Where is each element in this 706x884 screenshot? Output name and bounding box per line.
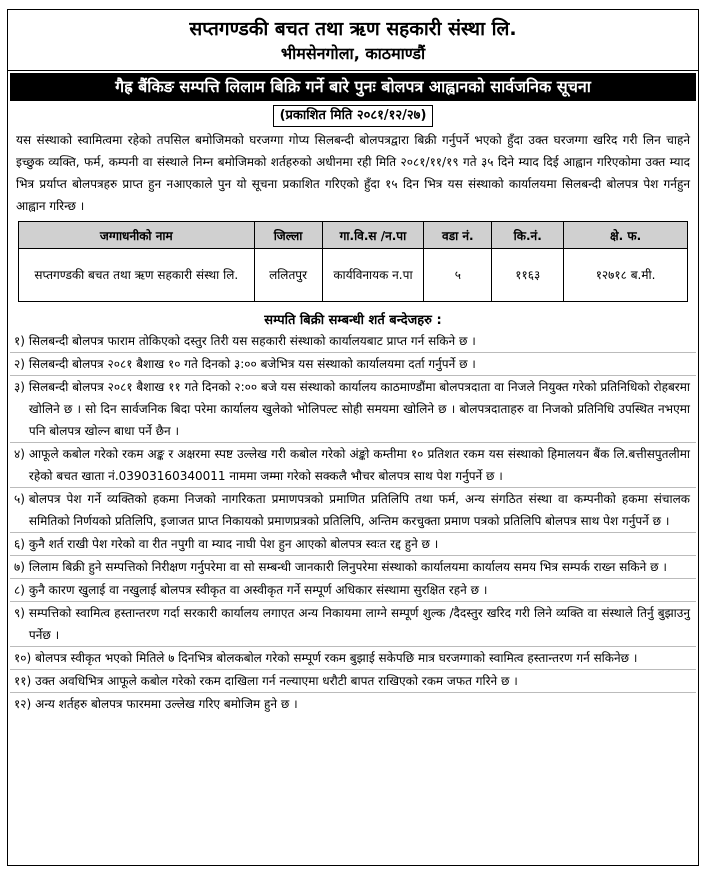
condition-number: ४) <box>14 447 25 461</box>
header-municipality: गा.वि.स /न.पा <box>322 222 424 249</box>
condition-number: ७) <box>14 560 25 574</box>
cell-district: ललितपुर <box>254 249 322 302</box>
list-item <box>10 330 696 353</box>
condition-text: सम्पत्तिको स्वामित्व हस्तान्तरण गर्दा सरकारी कार्यालय लगाएत अन्य निकायमा लाग्ने सम्पूर्ण शुल्क /दैदस्तुर खरिद गरी लिने व्यक्ति वा संस्थाले तिर्नु बुझाउनु पर्नेछ । <box>28 606 690 642</box>
cell-plot-no: ११६३ <box>492 249 564 302</box>
list-item <box>10 376 696 443</box>
condition-text: सिलबन्दी बोलपत्र २०८१ बैशाख ११ गते दिनको २:०० बजे यस संस्थाको कार्यालय काठमाण्डौंमा बोलपत्रदाता वा निजले नियुक्त गरेको प्रतिनिधिको रोहबरमा खोलिने छ । सो दिन सार्वजनिक बिदा परेमा कार्यालय खुलेको भोलिपल्ट सोही समयमा खोलिने छ । बोलपत्रदाताहरु वा निजको प्रतिनिधि उपस्थित नभएमा पनि बोलपत्र खोल्न बाधा पर्ने छैन । <box>28 380 690 438</box>
list-item <box>10 443 696 488</box>
condition-text: उक्त अवधिभित्र आफूले कबोल गरेको रकम दाखिला गर्न नल्याएमा धरौटी बापत राखिएको रकम जफत गरिने छ । <box>35 674 518 688</box>
notice-title-banner: गैह्र बैंकिङ सम्पत्ति लिलाम बिक्रि गर्ने बारे पुनः बोलपत्र आह्वानको सार्वजनिक सूचना <box>10 73 696 101</box>
organization-address: भीमसेनगोला, काठमाण्डौं <box>280 44 426 63</box>
condition-number: १२) <box>14 697 32 711</box>
table-row <box>19 249 688 302</box>
condition-number: ९) <box>14 606 25 620</box>
list-item <box>10 670 696 693</box>
header-area: क्षे. फ. <box>564 222 688 249</box>
condition-number: ३) <box>14 380 25 394</box>
condition-text: बोलपत्र स्वीकृत भएको मितिले ७ दिनभित्र बोलकबोल गरेको सम्पूर्ण रकम बुझाई सकेपछि मात्र घरजग्गाको स्वामित्व हस्तान्तरण गर्न सकिनेछ । <box>35 651 638 665</box>
condition-text: कुनै कारण खुलाई वा नखुलाई बोलपत्र स्वीकृत वा अस्वीकृत गर्ने सम्पूर्ण अधिकार संस्थामा सुरक्षित रहने छ । <box>28 583 488 597</box>
cell-municipality: कार्यविनायक न.पा <box>322 249 424 302</box>
condition-text: सिलबन्दी बोलपत्र फाराम तोकिएको दस्तुर तिरी यस सहकारी संस्थाको कार्यालयबाट प्राप्त गर्न सकिने छ । <box>28 334 476 348</box>
list-item <box>10 353 696 376</box>
property-table <box>18 221 688 302</box>
cell-area: १२७१८ ब.मी. <box>564 249 688 302</box>
cell-owner-name: सप्तगण्डकी बचत तथा ऋण सहकारी संस्था लि. <box>19 249 255 302</box>
list-item <box>10 579 696 602</box>
header-district: जिल्ला <box>254 222 322 249</box>
condition-text: कुनै शर्त राखी पेश गरेको वा रीत नपुगी वा म्याद नाघी पेश हुन आएको बोलपत्र स्वःत रद्द हुने छ । <box>28 537 439 551</box>
list-item <box>10 693 696 715</box>
condition-number: ८) <box>14 583 25 597</box>
condition-text: आफूले कबोल गरेको रकम अङ्क र अक्षरमा स्पष्ट उल्लेख गरी कबोल गरेको अंङ्को कम्तीमा १० प्रतिशत रकम यस संस्थाको हिमालयन बैंक लि.बत्तीसपुतलीमा रहेको बचत खाता नं.03903160340011 नाममा जम्मा गरेको सक्कलै भौचर बोलपत्र साथ पेश गर्नुपर्ने छ । <box>28 447 690 483</box>
list-item <box>10 602 696 647</box>
list-item <box>10 533 696 556</box>
condition-number: ६) <box>14 537 25 551</box>
condition-text: लिलाम बिक्री हुने सम्पत्तिको निरीक्षण गर्नुपरेमा वा सो सम्बन्धी जानकारी लिनुपरेमा संस्थाको कार्यालयमा कार्यालय समय भित्र सम्पर्क राख्न सकिने छ । <box>28 560 667 574</box>
condition-number: २) <box>14 357 25 371</box>
header-ward-no: वडा नं. <box>424 222 492 249</box>
property-table-header-row <box>19 222 688 249</box>
list-item <box>10 647 696 670</box>
condition-number: ५) <box>14 492 25 506</box>
organization-name: सप्तगण्डकी बचत तथा ऋण सहकारी संस्था लि. <box>189 18 517 40</box>
condition-text: बोलपत्र पेश गर्ने व्यक्तिको हकमा निजको नागरिकता प्रमाणपत्रको प्रमाणित प्रतिलिपि तथा फर्म, अन्य संगठित संस्था वा कम्पनीको हकमा संचालक समितिको निर्णयको प्रतिलिपि, इजाजत प्राप्त निकायको प्रमाणप्रत्रको प्रतिलिपि, अन्तिम करचुक्ता प्रमाण पत्रको प्रतिलिपि बोलपत्र साथ पेश गर्नुपर्ने छ । <box>28 492 690 528</box>
publication-date <box>8 105 698 127</box>
header-owner-name: जग्गाधनीको नाम <box>19 222 255 249</box>
header-plot-no: कि.नं. <box>492 222 564 249</box>
condition-number: ११) <box>14 674 32 688</box>
intro-paragraph: यस संस्थाको स्वामित्वमा रहेको तपसिल बमोजिमको घरजग्गा गोप्य सिलबन्दी बोलपत्रद्वारा बिक्री गर्नुपर्ने भएको हुँदा उक्त घरजग्गा खरिद गरी लिन चाहने इच्छुक व्यक्ति, फर्म, कम्पनी वा संस्थाले निम्न बमोजिमको शर्तहरुको अधीनमा रही मिति २०८१/११/१९ गते ३५ दिने म्याद दिई आह्वान गरिएकोमा उक्त म्याद भित्र प्रर्याप्त बोलपत्रहरु प्राप्त हुन नआएकाले पुन यो सूचना प्रकाशित गरिएको हुँदा १५ दिन भित्र यस संस्थाको कार्यालयमा सिलबन्दी बोलपत्र पेश गर्नहुन आह्वान गरिन्छ । <box>16 133 690 213</box>
conditions-title: सम्पति बिक्री सम्बन्धी शर्त बन्देजहरु : <box>264 313 442 328</box>
condition-number: १) <box>14 334 25 348</box>
list-item <box>10 556 696 579</box>
notice-page <box>7 9 699 866</box>
condition-text: सिलबन्दी बोलपत्र २०८१ बैशाख १० गते दिनको ३:०० बजेभित्र यस संस्थाको कार्यालयमा दर्ता गर्नुपर्ने छ । <box>28 357 476 371</box>
notice-header <box>8 10 698 71</box>
list-item <box>10 488 696 533</box>
condition-number: १०) <box>14 651 32 665</box>
condition-text: अन्य शर्तहरु बोलपत्र फारममा उल्लेख गरिए बमोजिम हुने छ । <box>35 697 298 711</box>
conditions-list <box>10 330 696 715</box>
cell-ward-no: ५ <box>424 249 492 302</box>
publication-date-text: (प्रकाशित मिति २०८१/१२/२७) <box>273 105 434 127</box>
